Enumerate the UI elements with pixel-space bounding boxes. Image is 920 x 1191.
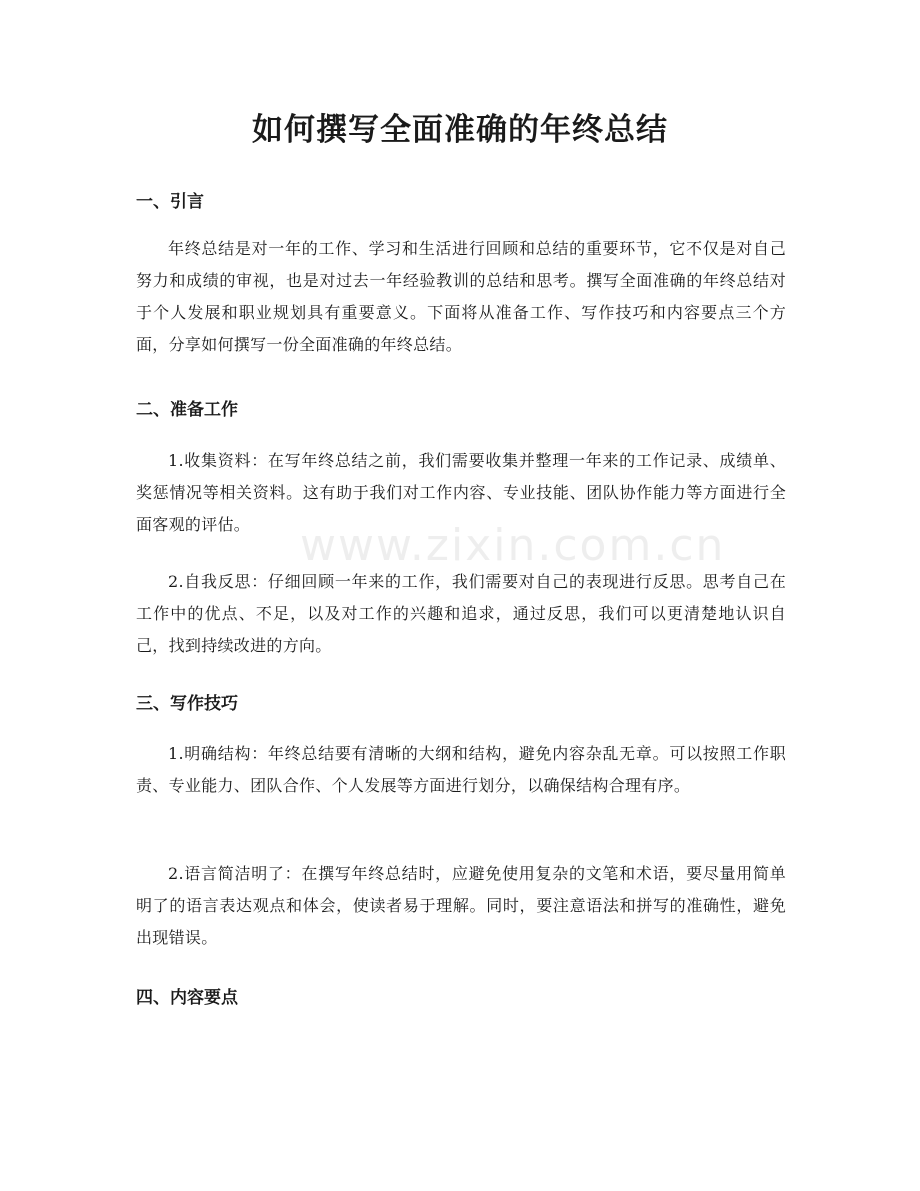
- paragraph-concise-language: 2.语言简洁明了：在撰写年终总结时，应避免使用复杂的文笔和术语，要尽量用简单明了的语言表达观点和体会，使读者易于理解。同时，要注意语法和拼写的准确性，避免出现错误。: [136, 864, 786, 947]
- section-heading-introduction: 一、引言: [136, 192, 204, 212]
- section-heading-content-points: 四、内容要点: [136, 988, 238, 1008]
- paragraph-introduction: 年终总结是对一年的工作、学习和生活进行回顾和总结的重要环节，它不仅是对自己努力和成绩的审视，也是对过去一年经验教训的总结和思考。撰写全面准确的年终总结对于个人发展和职业规划具有重要意义。下面将从准备工作、写作技巧和内容要点三个方面，分享如何撰写一份全面准确的年终总结。: [136, 239, 786, 354]
- section-heading-preparation: 二、准备工作: [136, 400, 238, 420]
- paragraph-clear-structure: 1.明确结构：年终总结要有清晰的大纲和结构，避免内容杂乱无章。可以按照工作职责、专业能力、团队合作、个人发展等方面进行划分，以确保结构合理有序。: [136, 744, 786, 795]
- paragraph-collect-materials: 1.收集资料：在写年终总结之前，我们需要收集并整理一年来的工作记录、成绩单、奖惩情况等相关资料。这有助于我们对工作内容、专业技能、团队协作能力等方面进行全面客观的评估。: [136, 451, 786, 534]
- watermark: www.zixin.com.cn: [300, 520, 726, 571]
- document-title: 如何撰写全面准确的年终总结: [252, 112, 668, 148]
- section-heading-writing-skills: 三、写作技巧: [136, 694, 238, 714]
- paragraph-self-reflection: 2.自我反思：仔细回顾一年来的工作，我们需要对自己的表现进行反思。思考自己在工作中的优点、不足，以及对工作的兴趣和追求，通过反思，我们可以更清楚地认识自己，找到持续改进的方向。: [136, 572, 786, 655]
